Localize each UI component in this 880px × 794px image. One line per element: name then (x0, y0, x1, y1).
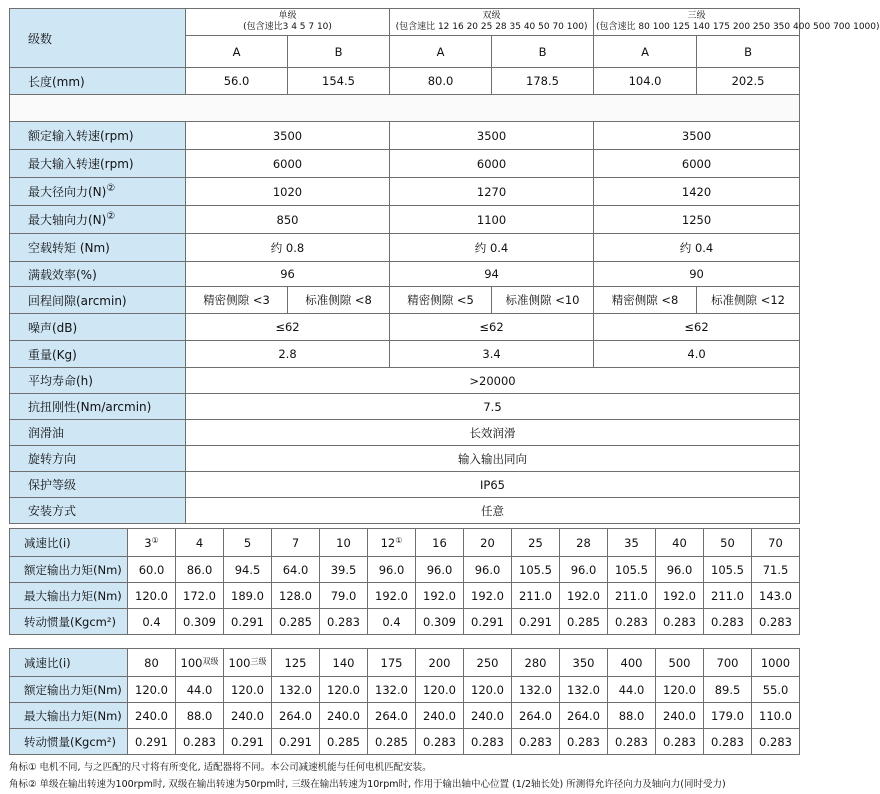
max-torque-cell: 192.0 (656, 583, 704, 609)
max-torque-cell: 88.0 (176, 703, 224, 729)
rated-torque-cell: 120.0 (128, 677, 176, 703)
efficiency-cell: 90 (594, 262, 800, 287)
ratio-label: 减速比(i) (10, 529, 128, 557)
ratio-cell: 28 (560, 529, 608, 557)
rated-torque-cell: 120.0 (320, 677, 368, 703)
ratio-cell: 350 (560, 649, 608, 677)
rated-torque-cell: 96.0 (464, 557, 512, 583)
ratio-cell: 250 (464, 649, 512, 677)
max-torque-cell: 192.0 (416, 583, 464, 609)
max-torque-cell: 240.0 (224, 703, 272, 729)
rated-torque-cell: 132.0 (512, 677, 560, 703)
inertia-row (10, 609, 800, 635)
inertia-cell: 0.283 (464, 729, 512, 755)
ratio-cell: 4 (176, 529, 224, 557)
ratio-row (10, 649, 800, 677)
spec-table (9, 8, 880, 524)
ratio-mark: ① (151, 535, 159, 545)
ratio-cell: $100^{双级}$ (176, 649, 224, 677)
backlash-label: 回程间隙(arcmin) (10, 287, 186, 314)
ab-cell: A (390, 36, 492, 68)
ratio-cell: 16 (416, 529, 464, 557)
ratio-cell: 400 (608, 649, 656, 677)
ratio-cell: 140 (320, 649, 368, 677)
inertia-cell: 0.4 (128, 609, 176, 635)
length-cell: 104.0 (594, 68, 697, 95)
length-cell: 154.5 (288, 68, 390, 95)
weight-cell: 3.4 (390, 341, 594, 368)
inertia-cell: 0.291 (512, 609, 560, 635)
inertia-cell: 0.283 (320, 609, 368, 635)
max-torque-cell: 189.0 (224, 583, 272, 609)
length-cell: 80.0 (390, 68, 492, 95)
rated-torque-cell: 89.5 (704, 677, 752, 703)
rated-torque-cell: 120.0 (464, 677, 512, 703)
ratio-mark: ① (395, 535, 403, 545)
ab-cell: A (186, 36, 288, 68)
max-torque-cell: 88.0 (608, 703, 656, 729)
radial-force-cell: 1420 (594, 178, 800, 206)
max-torque-label: 最大输出力矩(Nm) (10, 583, 128, 609)
weight-cell: 2.8 (186, 341, 390, 368)
max-torque-cell: 172.0 (176, 583, 224, 609)
inertia-cell: 0.283 (704, 729, 752, 755)
ratio-label: 减速比(i) (10, 649, 128, 677)
max-torque-cell: 240.0 (128, 703, 176, 729)
inertia-cell: 0.285 (560, 609, 608, 635)
max-speed-label: 最大输入转速(rpm) (10, 150, 186, 178)
max-torque-cell: 211.0 (608, 583, 656, 609)
protection-cell: IP65 (186, 472, 800, 498)
length-cell: 178.5 (492, 68, 594, 95)
inertia-cell: 0.291 (272, 729, 320, 755)
inertia-cell: 0.285 (368, 729, 416, 755)
length-label: 长度(mm) (10, 68, 186, 95)
max-torque-cell: 211.0 (512, 583, 560, 609)
max-speed-cell: 6000 (390, 150, 594, 178)
ratio-cell: 125 (272, 649, 320, 677)
max-torque-cell: 120.0 (128, 583, 176, 609)
no-load-torque-cell: 约 0.4 (594, 234, 800, 262)
rated-torque-cell: 86.0 (176, 557, 224, 583)
axial-force-cell: 1250 (594, 206, 800, 234)
stiffness-cell: 7.5 (186, 394, 800, 420)
ratio-cell: 5 (224, 529, 272, 557)
ratio-cell: 3① (128, 529, 176, 557)
backlash-cell: 标准侧隙 <8 (288, 287, 390, 314)
rated-torque-cell: 55.0 (752, 677, 800, 703)
max-torque-cell: 192.0 (464, 583, 512, 609)
inertia-cell: 0.285 (272, 609, 320, 635)
no-load-torque-label: 空载转矩 (Nm) (10, 234, 186, 262)
rated-torque-cell: 44.0 (176, 677, 224, 703)
rated-torque-cell: 96.0 (560, 557, 608, 583)
rated-torque-label: 额定输出力矩(Nm) (10, 677, 128, 703)
note-mark: ② (106, 183, 116, 194)
inertia-cell: 0.283 (560, 729, 608, 755)
max-torque-cell: 240.0 (656, 703, 704, 729)
ab-cell: A (594, 36, 697, 68)
inertia-cell: 0.291 (128, 729, 176, 755)
stage-header: 级数 (10, 9, 186, 68)
length-cell: 202.5 (697, 68, 800, 95)
rated-speed-cell: 3500 (594, 122, 800, 150)
radial-force-label: 最大径向力(N)② (10, 178, 186, 206)
ratio-cell: 280 (512, 649, 560, 677)
stage-double: 双级 (包含速比 12 16 20 25 28 35 40 50 70 100) (390, 9, 594, 36)
ratio-cell: 1000 (752, 649, 800, 677)
ratio-cell: 70 (752, 529, 800, 557)
rated-torque-cell: 105.5 (608, 557, 656, 583)
ratio-cell: 50 (704, 529, 752, 557)
max-torque-cell: 264.0 (560, 703, 608, 729)
ratio-row (10, 529, 800, 557)
rated-torque-cell: 64.0 (272, 557, 320, 583)
ab-cell: B (288, 36, 390, 68)
lubrication-label: 润滑油 (10, 420, 186, 446)
inertia-cell: 0.283 (752, 729, 800, 755)
rated-torque-label: 额定输出力矩(Nm) (10, 557, 128, 583)
inertia-cell: 0.309 (176, 609, 224, 635)
ratio-cell: 80 (128, 649, 176, 677)
ratio-mark: 三级 (250, 656, 267, 666)
inertia-cell: 0.285 (320, 729, 368, 755)
inertia-row (10, 729, 800, 755)
noise-cell: ≤62 (594, 314, 800, 341)
rated-torque-cell: 71.5 (752, 557, 800, 583)
rated-torque-cell: 105.5 (512, 557, 560, 583)
life-label: 平均寿命(h) (10, 368, 186, 394)
inertia-cell: 0.283 (512, 729, 560, 755)
rated-torque-row (10, 557, 800, 583)
stiffness-label: 抗扭刚性(Nm/arcmin) (10, 394, 186, 420)
max-torque-label: 最大输出力矩(Nm) (10, 703, 128, 729)
backlash-cell: 标准侧隙 <10 (492, 287, 594, 314)
mounting-label: 安装方式 (10, 498, 186, 524)
max-torque-cell: 264.0 (272, 703, 320, 729)
max-torque-cell: 264.0 (368, 703, 416, 729)
stage-triple: 三级 (包含速比 80 100 125 140 175 200 250 350 400 500 700 1000) (594, 9, 800, 36)
max-speed-cell: 6000 (594, 150, 800, 178)
ratio-table-1 (9, 528, 800, 635)
length-cell: 56.0 (186, 68, 288, 95)
max-torque-cell: 79.0 (320, 583, 368, 609)
max-torque-row (10, 583, 800, 609)
inertia-cell: 0.283 (656, 609, 704, 635)
rated-torque-cell: 120.0 (224, 677, 272, 703)
radial-force-cell: 1270 (390, 178, 594, 206)
rated-speed-label: 额定输入转速(rpm) (10, 122, 186, 150)
max-torque-cell: 128.0 (272, 583, 320, 609)
inertia-cell: 0.283 (608, 609, 656, 635)
ratio-cell: 40 (656, 529, 704, 557)
max-torque-cell: 240.0 (464, 703, 512, 729)
max-torque-cell: 240.0 (416, 703, 464, 729)
ratio-cell: $100^{三级}$ (224, 649, 272, 677)
stage-single: 单级 (包含速比3 4 5 7 10) (186, 9, 390, 36)
max-torque-cell: 264.0 (512, 703, 560, 729)
weight-cell: 4.0 (594, 341, 800, 368)
ratio-cell: 35 (608, 529, 656, 557)
noise-label: 噪声(dB) (10, 314, 186, 341)
efficiency-label: 满载效率(%) (10, 262, 186, 287)
rated-torque-cell: 39.5 (320, 557, 368, 583)
rated-torque-cell: 120.0 (416, 677, 464, 703)
rated-torque-row (10, 677, 800, 703)
rated-torque-cell: 132.0 (272, 677, 320, 703)
max-torque-cell: 143.0 (752, 583, 800, 609)
footnote-2: 角标② 单级在输出转速为100rpm时, 双级在输出转速为50rpm时, 三级在输出转速为10rpm时, 作用于输出轴中心位置 (1/2轴长处) 所测得允许径向力及轴向力(同时受力) (9, 779, 726, 790)
radial-force-cell: 1020 (186, 178, 390, 206)
max-torque-cell: 192.0 (560, 583, 608, 609)
axial-force-cell: 1100 (390, 206, 594, 234)
rated-torque-cell: 96.0 (416, 557, 464, 583)
ratio-cell: 500 (656, 649, 704, 677)
rated-torque-cell: 96.0 (656, 557, 704, 583)
max-speed-cell: 6000 (186, 150, 390, 178)
ratio-cell: 200 (416, 649, 464, 677)
footnote-1: 角标① 电机不同, 与之匹配的尺寸将有所变化, 适配器将不同。本公司减速机能与任何电机匹配安装。 (9, 762, 432, 773)
max-torque-cell: 211.0 (704, 583, 752, 609)
backlash-cell: 精密侧隙 <8 (594, 287, 697, 314)
rated-torque-cell: 105.5 (704, 557, 752, 583)
inertia-cell: 0.283 (416, 729, 464, 755)
spacer-row (10, 95, 800, 122)
note-mark: ② (106, 211, 116, 222)
efficiency-cell: 94 (390, 262, 594, 287)
inertia-cell: 0.291 (224, 609, 272, 635)
rated-speed-cell: 3500 (390, 122, 594, 150)
max-torque-cell: 179.0 (704, 703, 752, 729)
rated-torque-cell: 120.0 (656, 677, 704, 703)
noise-cell: ≤62 (390, 314, 594, 341)
inertia-cell: 0.291 (464, 609, 512, 635)
axial-force-label: 最大轴向力(N)② (10, 206, 186, 234)
inertia-cell: 0.283 (608, 729, 656, 755)
inertia-label: 转动惯量(Kgcm²) (10, 729, 128, 755)
efficiency-cell: 96 (186, 262, 390, 287)
life-cell: >20000 (186, 368, 800, 394)
backlash-cell: 精密侧隙 <5 (390, 287, 492, 314)
lubrication-cell: 长效润滑 (186, 420, 800, 446)
rated-torque-cell: 132.0 (560, 677, 608, 703)
weight-label: 重量(Kg) (10, 341, 186, 368)
inertia-cell: 0.283 (176, 729, 224, 755)
ratio-cell: 12① (368, 529, 416, 557)
inertia-cell: 0.283 (752, 609, 800, 635)
max-torque-cell: 192.0 (368, 583, 416, 609)
rated-torque-cell: 44.0 (608, 677, 656, 703)
rated-torque-cell: 94.5 (224, 557, 272, 583)
ab-cell: B (697, 36, 800, 68)
rotation-cell: 输入输出同向 (186, 446, 800, 472)
ratio-table-2 (9, 648, 800, 755)
ratio-cell: 7 (272, 529, 320, 557)
ratio-mark: 双级 (202, 656, 219, 666)
rated-torque-cell: 132.0 (368, 677, 416, 703)
ratio-cell: 10 (320, 529, 368, 557)
max-torque-cell: 240.0 (320, 703, 368, 729)
max-torque-row (10, 703, 800, 729)
protection-label: 保护等级 (10, 472, 186, 498)
ratio-cell: 20 (464, 529, 512, 557)
inertia-label: 转动惯量(Kgcm²) (10, 609, 128, 635)
ratio-cell: 25 (512, 529, 560, 557)
ratio-cell: 700 (704, 649, 752, 677)
no-load-torque-cell: 约 0.8 (186, 234, 390, 262)
rated-speed-cell: 3500 (186, 122, 390, 150)
rotation-label: 旋转方向 (10, 446, 186, 472)
rated-torque-cell: 60.0 (128, 557, 176, 583)
inertia-cell: 0.283 (704, 609, 752, 635)
backlash-cell: 标准侧隙 <12 (697, 287, 800, 314)
inertia-cell: 0.291 (224, 729, 272, 755)
axial-force-cell: 850 (186, 206, 390, 234)
backlash-cell: 精密侧隙 <3 (186, 287, 288, 314)
inertia-cell: 0.283 (656, 729, 704, 755)
rated-torque-cell: 96.0 (368, 557, 416, 583)
no-load-torque-cell: 约 0.4 (390, 234, 594, 262)
noise-cell: ≤62 (186, 314, 390, 341)
max-torque-cell: 110.0 (752, 703, 800, 729)
inertia-cell: 0.4 (368, 609, 416, 635)
inertia-cell: 0.309 (416, 609, 464, 635)
ratio-cell: 175 (368, 649, 416, 677)
ab-cell: B (492, 36, 594, 68)
mounting-cell: 任意 (186, 498, 800, 524)
